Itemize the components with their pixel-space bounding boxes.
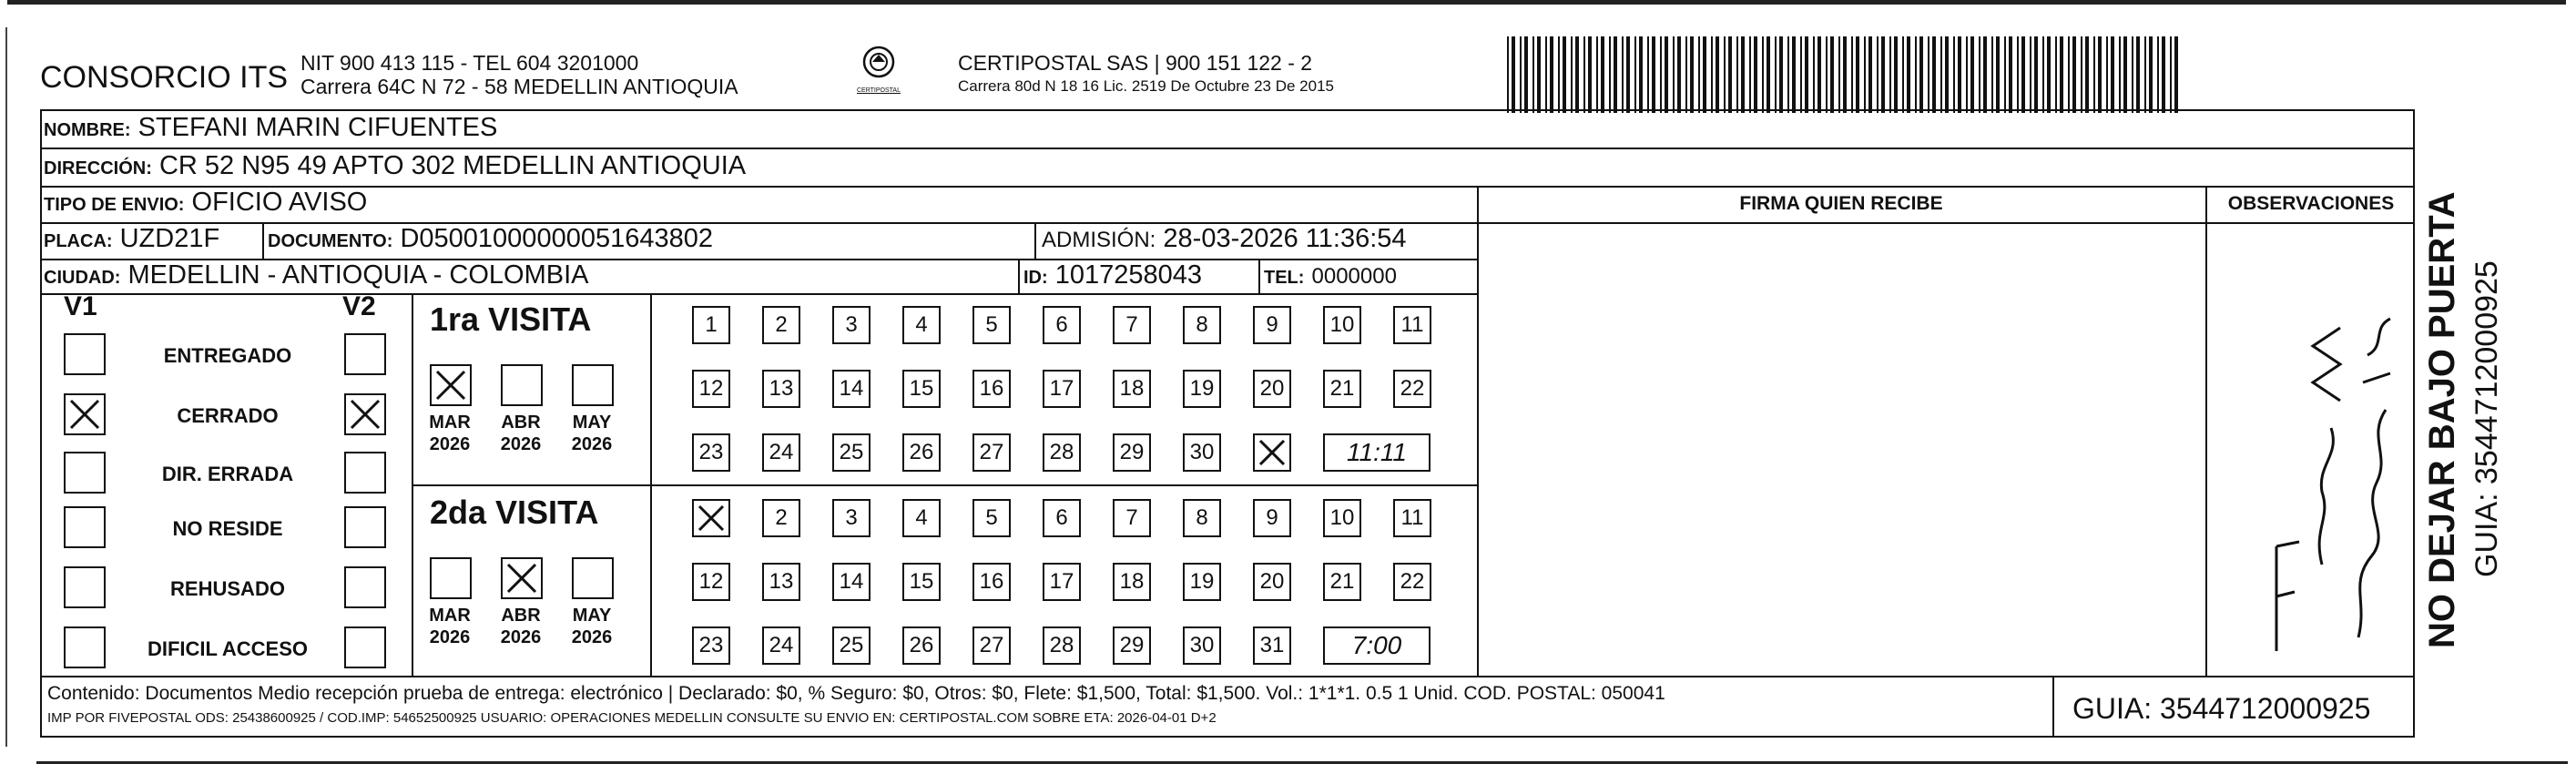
row-line xyxy=(40,148,2415,149)
status-label: DIFICIL ACCESO xyxy=(147,637,308,660)
barcode-bar xyxy=(1868,36,1872,113)
month-name: MAY xyxy=(572,606,612,626)
barcode xyxy=(1507,36,2185,113)
barcode-bar xyxy=(2132,36,2133,113)
day-box[interactable]: 20 xyxy=(1253,563,1291,601)
barcode-bar xyxy=(1864,36,1866,113)
row-line xyxy=(40,186,2415,188)
barcode-bar xyxy=(1609,36,1611,113)
documento-value: D05001000000051643802 xyxy=(400,224,713,253)
barcode-bar xyxy=(1830,36,1834,113)
barcode-bar xyxy=(1596,36,1598,113)
footer-impresion: IMP POR FIVEPOSTAL ODS: 25438600925 / COD.IMP: 54652500925 USUARIO: OPERACIONES MEDELLIN CONSULTE SU ENVIO EN: CERTIPOSTAL.COM SOBRE ETA: 2026-04-01 D+2 xyxy=(47,710,1217,726)
barcode-bar xyxy=(1685,36,1687,113)
month-checkbox[interactable] xyxy=(501,364,543,406)
barcode-bar xyxy=(1767,36,1770,113)
footer-top-line xyxy=(40,676,2415,677)
company-line2: Carrera 64C N 72 - 58 MEDELLIN ANTIOQUIA xyxy=(300,75,738,98)
barcode-bar xyxy=(1945,36,1949,113)
day-box[interactable]: 30 xyxy=(1183,433,1221,472)
handwritten-signature xyxy=(2213,291,2413,656)
day-box[interactable]: 18 xyxy=(1113,563,1151,601)
barcode-bar xyxy=(1928,36,1929,113)
month-year: 2026 xyxy=(571,627,613,647)
barcode-bar xyxy=(1813,36,1815,113)
barcode-bar xyxy=(2034,36,2038,113)
month-year: 2026 xyxy=(571,434,613,454)
month-checkbox[interactable] xyxy=(572,557,614,599)
barcode-bar xyxy=(1856,36,1859,113)
status-label: DIR. ERRADA xyxy=(161,463,294,485)
barcode-bar xyxy=(1622,36,1624,113)
day-box[interactable]: 27 xyxy=(972,626,1011,665)
barcode-bar xyxy=(1716,36,1719,113)
day-box[interactable]: 30 xyxy=(1183,626,1221,665)
day-box[interactable]: 27 xyxy=(972,433,1011,472)
day-box[interactable]: 8 xyxy=(1183,499,1221,537)
v1-checkbox[interactable] xyxy=(64,452,106,494)
month-label xyxy=(565,605,619,648)
barcode-bar xyxy=(2111,36,2114,113)
col-line-obs xyxy=(2205,186,2207,676)
barcode-bar xyxy=(1843,36,1847,113)
barcode-bar xyxy=(2170,36,2172,113)
day-box[interactable]: 17 xyxy=(1043,563,1081,601)
month-checkbox[interactable] xyxy=(430,557,472,599)
barcode-bar xyxy=(1940,36,1942,113)
status-label: REHUSADO xyxy=(170,577,285,600)
barcode-bar xyxy=(1660,36,1662,113)
month-checkbox[interactable] xyxy=(430,364,472,406)
tipo-field xyxy=(44,188,367,218)
sep xyxy=(262,222,264,259)
day-box[interactable]: 4 xyxy=(902,306,941,344)
carrier-line1: CERTIPOSTAL SAS | 900 151 122 - 2 xyxy=(958,51,1313,75)
barcode-bar xyxy=(2072,36,2076,113)
day-box[interactable]: 25 xyxy=(832,433,871,472)
month-name: MAR xyxy=(429,606,471,626)
id-field xyxy=(1023,260,1202,290)
barcode-bar xyxy=(2123,36,2127,113)
barcode-bar xyxy=(1724,36,1726,113)
barcode-bar xyxy=(2106,36,2108,113)
barcode-bar xyxy=(1838,36,1840,113)
barcode-bar xyxy=(1507,36,1509,113)
barcode-bar xyxy=(1677,36,1681,113)
nombre-label: NOMBRE: xyxy=(44,120,131,140)
barcode-bar xyxy=(2009,36,2012,113)
day-box[interactable]: 11 xyxy=(1393,306,1431,344)
placa-label: PLACA: xyxy=(44,231,113,251)
admision-value: 28-03-2026 11:36:54 xyxy=(1163,224,1407,253)
barcode-bar xyxy=(1915,36,1917,113)
day-box[interactable]: 6 xyxy=(1043,499,1081,537)
barcode-bar xyxy=(1741,36,1745,113)
day-box[interactable]: 24 xyxy=(762,433,800,472)
month-name: ABR xyxy=(501,606,541,626)
v1-label: V1 xyxy=(64,291,97,321)
day-box[interactable]: 3 xyxy=(832,306,871,344)
day-box[interactable]: 25 xyxy=(832,626,871,665)
day-box[interactable]: 2 xyxy=(762,499,800,537)
v2-checkbox[interactable] xyxy=(344,393,386,435)
ciudad-field xyxy=(44,260,589,290)
sep xyxy=(1018,259,1020,293)
month-checkbox[interactable] xyxy=(572,364,614,406)
barcode-bar xyxy=(1792,36,1796,113)
day-box[interactable]: 21 xyxy=(1323,370,1361,408)
v1-checkbox[interactable] xyxy=(64,393,106,435)
barcode-bar xyxy=(2174,36,2178,113)
barcode-bar xyxy=(1575,36,1579,113)
status-label: NO RESIDE xyxy=(172,517,283,540)
barcode-bar xyxy=(1979,36,1980,113)
barcode-bar xyxy=(2157,36,2159,113)
tel-field xyxy=(1264,260,1397,290)
day-box[interactable]: 31 xyxy=(1253,626,1291,665)
barcode-bar xyxy=(1639,36,1643,113)
visit2-title: 2da VISITA xyxy=(430,494,599,531)
month-name: ABR xyxy=(501,412,541,433)
day-box[interactable]: 6 xyxy=(1043,306,1081,344)
day-box[interactable]: 7 xyxy=(1113,306,1151,344)
v1-checkbox[interactable] xyxy=(64,566,106,608)
barcode-bar xyxy=(1996,36,2000,113)
day-box[interactable]: 11 xyxy=(1393,499,1431,537)
barcode-bar xyxy=(1711,36,1713,113)
barcode-bar xyxy=(1665,36,1668,113)
day-box[interactable]: 18 xyxy=(1113,370,1151,408)
day-box[interactable] xyxy=(1253,433,1291,472)
day-box[interactable]: 22 xyxy=(1393,563,1431,601)
barcode-bar xyxy=(1512,36,1515,113)
month-label xyxy=(494,605,548,648)
barcode-bar xyxy=(1558,36,1560,113)
barcode-bar xyxy=(1919,36,1923,113)
v2-checkbox[interactable] xyxy=(344,566,386,608)
handwritten-time: 11:11 xyxy=(1323,433,1431,472)
observaciones-header: OBSERVACIONES xyxy=(2227,193,2395,214)
top-rule xyxy=(7,0,2566,5)
carrier-line2: Carrera 80d N 18 16 Lic. 2519 De Octubre 23 De 2015 xyxy=(958,77,1334,95)
v1-checkbox[interactable] xyxy=(64,626,106,668)
sep-visit-rows xyxy=(412,484,1477,486)
barcode-bar xyxy=(1545,36,1547,113)
footer-contenido: Contenido: Documentos Medio recepción prueba de entrega: electrónico | Declarado: $0, % Seguro: $0, Otros: $0, Flete: $1,500, Total: $1,500. Vol.: 1*1*1. 0.5 1 Unid. COD. POSTAL: 050041 xyxy=(47,683,1665,704)
barcode-bar xyxy=(1991,36,1993,113)
barcode-bar xyxy=(1703,36,1706,113)
month-year: 2026 xyxy=(429,627,471,647)
barcode-bar xyxy=(1520,36,1522,113)
barcode-bar xyxy=(2021,36,2025,113)
tel-label: TEL: xyxy=(1264,268,1305,288)
company-line1: NIT 900 413 115 - TEL 604 3201000 xyxy=(300,51,639,75)
id-value: 1017258043 xyxy=(1054,260,1203,290)
day-box[interactable]: 12 xyxy=(692,370,730,408)
barcode-bar xyxy=(1736,36,1738,113)
admision-field xyxy=(1042,224,1407,254)
barcode-bar xyxy=(1902,36,1904,113)
barcode-bar xyxy=(2098,36,2102,113)
month-label xyxy=(423,605,477,648)
tipo-label: TIPO DE ENVIO: xyxy=(44,195,185,215)
barcode-bar xyxy=(1881,36,1885,113)
day-box[interactable]: 22 xyxy=(1393,370,1431,408)
day-box[interactable]: 17 xyxy=(1043,370,1081,408)
direccion-value: CR 52 N95 49 APTO 302 MEDELLIN ANTIOQUIA xyxy=(158,151,747,180)
left-edge xyxy=(5,27,7,747)
barcode-bar xyxy=(1970,36,1974,113)
barcode-bar xyxy=(1877,36,1879,113)
day-box[interactable]: 14 xyxy=(832,563,871,601)
day-box[interactable]: 29 xyxy=(1113,626,1151,665)
day-box[interactable]: 3 xyxy=(832,499,871,537)
barcode-bar xyxy=(1805,36,1808,113)
direccion-field xyxy=(44,151,746,181)
ciudad-label: CIUDAD: xyxy=(44,268,121,288)
v2-checkbox[interactable] xyxy=(344,626,386,668)
barcode-bar xyxy=(1698,36,1700,113)
barcode-bar xyxy=(1817,36,1821,113)
logo-caption: CERTIPOSTAL xyxy=(857,87,901,94)
v2-checkbox[interactable] xyxy=(344,506,386,548)
v1-checkbox[interactable] xyxy=(64,333,106,375)
day-box[interactable]: 28 xyxy=(1043,433,1081,472)
barcode-bar xyxy=(1634,36,1636,113)
status-label: CERRADO xyxy=(177,404,279,427)
day-box[interactable]: 16 xyxy=(972,370,1011,408)
barcode-bar xyxy=(1800,36,1802,113)
barcode-bar xyxy=(1958,36,1961,113)
month-checkbox[interactable] xyxy=(501,557,543,599)
day-box[interactable]: 20 xyxy=(1253,370,1291,408)
v1-checkbox[interactable] xyxy=(64,506,106,548)
barcode-bar xyxy=(2055,36,2057,113)
barcode-bar xyxy=(1537,36,1541,113)
placa-value: UZD21F xyxy=(119,224,220,253)
day-box[interactable]: 26 xyxy=(902,626,941,665)
day-box[interactable]: 28 xyxy=(1043,626,1081,665)
barcode-bar xyxy=(2047,36,2051,113)
barcode-bar xyxy=(1775,36,1777,113)
firma-header: FIRMA QUIEN RECIBE xyxy=(1739,193,1943,214)
barcode-bar xyxy=(1787,36,1789,113)
day-box[interactable]: 19 xyxy=(1183,563,1221,601)
barcode-bar xyxy=(2119,36,2121,113)
day-box[interactable]: 15 xyxy=(902,563,941,601)
sep xyxy=(1034,222,1036,259)
barcode-bar xyxy=(2149,36,2153,113)
ciudad-value: MEDELLIN - ANTIOQUIA - COLOMBIA xyxy=(127,260,589,290)
barcode-bar xyxy=(1728,36,1732,113)
day-box[interactable]: 26 xyxy=(902,433,941,472)
barcode-bar xyxy=(1563,36,1566,113)
day-box[interactable]: 16 xyxy=(972,563,1011,601)
col-line-firma xyxy=(1477,186,1479,676)
visit1-title: 1ra VISITA xyxy=(430,300,592,338)
nombre-value: STEFANI MARIN CIFUENTES xyxy=(137,113,498,142)
barcode-bar xyxy=(1550,36,1553,113)
day-box[interactable]: 9 xyxy=(1253,499,1291,537)
barcode-bar xyxy=(2017,36,2019,113)
month-label xyxy=(565,412,619,455)
barcode-bar xyxy=(1583,36,1585,113)
footer-sep xyxy=(2052,676,2054,738)
month-year: 2026 xyxy=(500,627,542,647)
day-box[interactable]: 15 xyxy=(902,370,941,408)
barcode-bar xyxy=(2144,36,2146,113)
direccion-label: DIRECCIÓN: xyxy=(44,158,152,178)
barcode-bar xyxy=(1966,36,1968,113)
admision-label: ADMISIÓN: xyxy=(1042,228,1156,252)
nombre-field xyxy=(44,113,497,143)
status-label: ENTREGADO xyxy=(163,344,292,367)
day-box[interactable]: 5 xyxy=(972,306,1011,344)
no-dejar-bajo-puerta: NO DEJAR BAJO PUERTA xyxy=(2422,191,2462,648)
barcode-bar xyxy=(2093,36,2095,113)
day-box[interactable]: 29 xyxy=(1113,433,1151,472)
barcode-bar xyxy=(2081,36,2082,113)
day-box[interactable]: 1 xyxy=(692,306,730,344)
day-box[interactable]: 8 xyxy=(1183,306,1221,344)
day-box[interactable]: 5 xyxy=(972,499,1011,537)
barcode-bar xyxy=(1754,36,1757,113)
barcode-bar xyxy=(1588,36,1592,113)
day-box[interactable]: 19 xyxy=(1183,370,1221,408)
month-year: 2026 xyxy=(429,434,471,454)
day-box[interactable]: 13 xyxy=(762,563,800,601)
day-box[interactable]: 2 xyxy=(762,306,800,344)
day-box[interactable]: 4 xyxy=(902,499,941,537)
barcode-bar xyxy=(2004,36,2006,113)
barcode-bar xyxy=(2162,36,2165,113)
documento-label: DOCUMENTO: xyxy=(268,231,393,251)
footer-guia: GUIA: 3544712000925 xyxy=(2072,692,2371,725)
day-box[interactable]: 10 xyxy=(1323,306,1361,344)
barcode-bar xyxy=(1953,36,1955,113)
barcode-bar xyxy=(1932,36,1936,113)
barcode-bar xyxy=(1647,36,1649,113)
barcode-bar xyxy=(1652,36,1655,113)
certipostal-logo-icon xyxy=(856,46,901,100)
day-box[interactable]: 24 xyxy=(762,626,800,665)
day-box[interactable]: 12 xyxy=(692,563,730,601)
documento-field xyxy=(268,224,713,254)
v2-checkbox[interactable] xyxy=(344,452,386,494)
placa-field xyxy=(44,224,219,254)
barcode-bar xyxy=(2060,36,2063,113)
day-box[interactable] xyxy=(692,499,730,537)
barcode-bar xyxy=(1749,36,1751,113)
barcode-bar xyxy=(1779,36,1783,113)
day-box[interactable]: 21 xyxy=(1323,563,1361,601)
barcode-bar xyxy=(1762,36,1764,113)
day-box[interactable]: 10 xyxy=(1323,499,1361,537)
tel-value: 0000000 xyxy=(1311,264,1397,289)
row-line xyxy=(40,293,1479,295)
barcode-bar xyxy=(1614,36,1617,113)
v2-label: V2 xyxy=(342,291,376,321)
sig-header-under xyxy=(1477,222,2415,224)
side-guia: GUIA: 3544712000925 xyxy=(2469,260,2504,577)
day-box[interactable]: 14 xyxy=(832,370,871,408)
month-name: MAY xyxy=(572,412,612,433)
barcode-bar xyxy=(1524,36,1528,113)
day-box[interactable]: 9 xyxy=(1253,306,1291,344)
barcode-bar xyxy=(1673,36,1675,113)
barcode-bar xyxy=(1601,36,1604,113)
month-label xyxy=(494,412,548,455)
day-box[interactable]: 7 xyxy=(1113,499,1151,537)
barcode-bar xyxy=(1571,36,1573,113)
barcode-bar xyxy=(1983,36,1987,113)
month-name: MAR xyxy=(429,412,471,433)
v2-checkbox[interactable] xyxy=(344,333,386,375)
barcode-bar xyxy=(1626,36,1630,113)
barcode-bar xyxy=(1826,36,1828,113)
barcode-bar xyxy=(1907,36,1910,113)
barcode-bar xyxy=(1889,36,1891,113)
barcode-bar xyxy=(1894,36,1898,113)
barcode-bar xyxy=(2136,36,2140,113)
barcode-bar xyxy=(2068,36,2070,113)
bottom-rule xyxy=(36,761,2568,764)
month-year: 2026 xyxy=(500,434,542,454)
barcode-bar xyxy=(2085,36,2089,113)
tipo-value: OFICIO AVISO xyxy=(191,188,368,217)
barcode-bar xyxy=(2030,36,2031,113)
day-box[interactable]: 23 xyxy=(692,626,730,665)
barcode-bar xyxy=(1690,36,1694,113)
company-name: CONSORCIO ITS xyxy=(40,60,289,95)
barcode-bar xyxy=(1851,36,1853,113)
sep xyxy=(1258,259,1260,293)
barcode-bar xyxy=(1532,36,1534,113)
barcode-bar xyxy=(2042,36,2044,113)
handwritten-time: 7:00 xyxy=(1323,626,1431,665)
day-box[interactable]: 23 xyxy=(692,433,730,472)
month-label xyxy=(423,412,477,455)
id-label: ID: xyxy=(1023,268,1048,288)
day-box[interactable]: 13 xyxy=(762,370,800,408)
